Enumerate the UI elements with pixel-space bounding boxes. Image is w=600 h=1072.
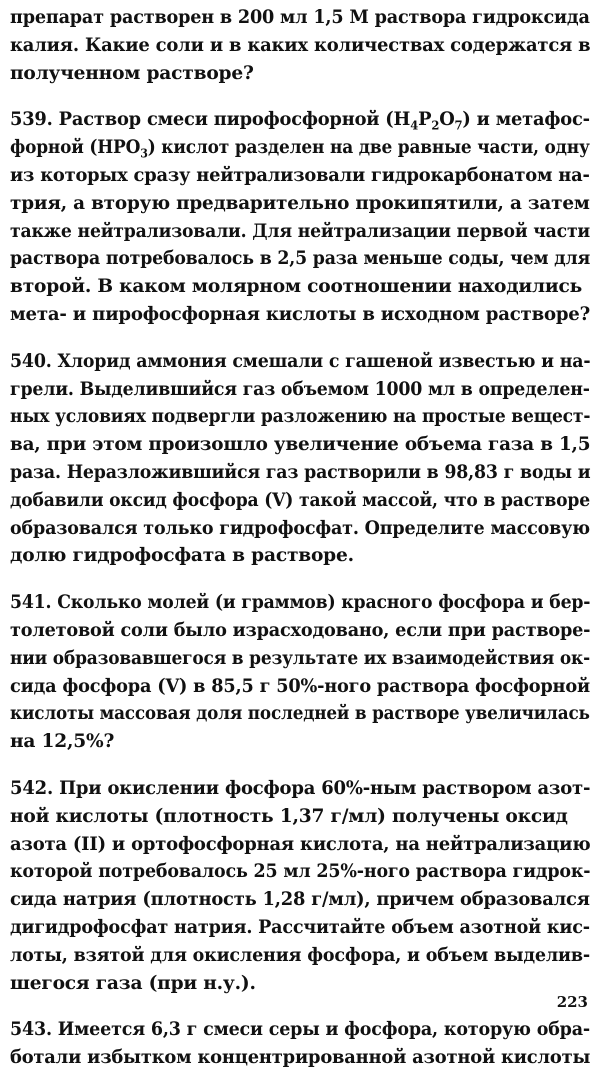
text-line: ной кислоты (плотность 1,37 г/мл) получены оксид bbox=[10, 805, 568, 827]
text-line: сида фосфора (V) в 85,5 г 50%-ного раствора фосфорной bbox=[10, 675, 590, 697]
text-line: раствора потребовалось в 2,5 раза меньше соды, чем для bbox=[10, 248, 591, 270]
text-fragment: При окислении фосфора 60%-ным раствором азот- bbox=[53, 777, 591, 799]
text-line bbox=[10, 589, 591, 617]
text-fragment: Сколько молей (и граммов) красного фосфора и бер- bbox=[51, 592, 591, 614]
text-line: толетовой соли было израсходовано, если при растворе- bbox=[10, 619, 591, 641]
text-line: добавили оксид фосфора (V) такой массой, что в растворе bbox=[10, 489, 590, 511]
problem-539 bbox=[10, 106, 590, 328]
subscript: 7 bbox=[454, 119, 463, 134]
problem-543 bbox=[10, 1016, 590, 1072]
text-line: грели. Выделившийся газ объемом 1000 мл в определен- bbox=[10, 378, 590, 400]
text-fragment: ) и метафос- bbox=[462, 109, 590, 131]
text-line bbox=[10, 1016, 590, 1044]
subscript: 2 bbox=[431, 119, 440, 134]
text-line: трия, а вторую предварительно прокипятили, а затем bbox=[10, 192, 590, 214]
text-line: сида натрия (плотность 1,28 г/мл), причем образовался bbox=[10, 889, 590, 911]
text-fragment: O bbox=[439, 109, 455, 131]
text-line: из которых сразу нейтрализовали гидрокарбонатом на- bbox=[10, 164, 590, 186]
text-line: ва, при этом произошло увеличение объема газа в 1,5 bbox=[10, 434, 591, 456]
problem-number: 542. bbox=[10, 777, 54, 799]
problem-number: 543. bbox=[10, 1019, 52, 1041]
text-line bbox=[10, 106, 590, 134]
text-line: кислоты массовая доля последней в растворе увеличилась bbox=[10, 703, 590, 725]
text-line: полученном растворе? bbox=[10, 62, 254, 84]
text-fragment: форной (HPO bbox=[10, 137, 141, 159]
text-line: раза. Неразложившийся газ растворили в 98,83 г воды и bbox=[10, 461, 591, 483]
problem-540 bbox=[10, 348, 590, 570]
text-line: ных условиях подвергли разложению на простые вещест- bbox=[10, 406, 591, 428]
text-line: которой потребовалось 25 мл 25%-ного раствора гидрок- bbox=[10, 861, 591, 883]
text-line: образовался только гидрофосфат. Определите массовую bbox=[10, 517, 590, 539]
intro-paragraph bbox=[10, 4, 590, 87]
problem-number: 541. bbox=[10, 592, 52, 614]
text-line: дигидрофосфат натрия. Рассчитайте объем азотной кис- bbox=[10, 916, 590, 938]
text-line bbox=[10, 134, 590, 162]
text-line bbox=[10, 775, 591, 803]
page-number: 223 bbox=[556, 993, 588, 1011]
text-line: нии образовавшегося в результате их взаимодействия ок- bbox=[10, 647, 590, 669]
problem-number: 539. bbox=[10, 109, 53, 131]
text-line: препарат растворен в 200 мл 1,5 М раствора гидроксида bbox=[10, 7, 590, 28]
text-fragment: Имеется 6,3 г смеси серы и фосфора, которую обра- bbox=[51, 1019, 590, 1041]
text-line: долю гидрофосфата в растворе. bbox=[10, 545, 354, 567]
text-line bbox=[10, 348, 591, 376]
text-line: второй. В каком молярном соотношении находились bbox=[10, 276, 583, 298]
text-fragment: P bbox=[418, 109, 432, 131]
text-line: азота (II) и ортофосфорная кислота, на нейтрализацию bbox=[10, 833, 591, 855]
text-fragment: Раствор смеси пирофосфорной (H bbox=[52, 109, 411, 131]
text-line: шегося газа (при н.у.). bbox=[10, 972, 256, 994]
text-line: калия. Какие соли и в каких количествах содержатся в bbox=[10, 34, 591, 56]
text-line: лоты, взятой для окисления фосфора, и объем выделив- bbox=[10, 944, 590, 966]
text-line: также нейтрализовали. Для нейтрализации первой части bbox=[10, 220, 591, 242]
problem-542 bbox=[10, 775, 590, 997]
text-line: на 12,5%? bbox=[10, 731, 115, 753]
text-fragment: ) кислот разделен на две равные части, одну bbox=[147, 137, 590, 159]
subscript: 4 bbox=[410, 119, 419, 134]
text-fragment: Хлорид аммония смешали с гашеной известью и на- bbox=[51, 350, 591, 372]
problem-541 bbox=[10, 589, 590, 756]
subscript: 3 bbox=[140, 146, 148, 161]
text-line: мета- и пирофосфорная кислоты в исходном растворе? bbox=[10, 303, 591, 325]
problem-number: 540. bbox=[10, 350, 52, 372]
text-line: ботали избытком концентрированной азотной кислоты bbox=[10, 1047, 591, 1069]
